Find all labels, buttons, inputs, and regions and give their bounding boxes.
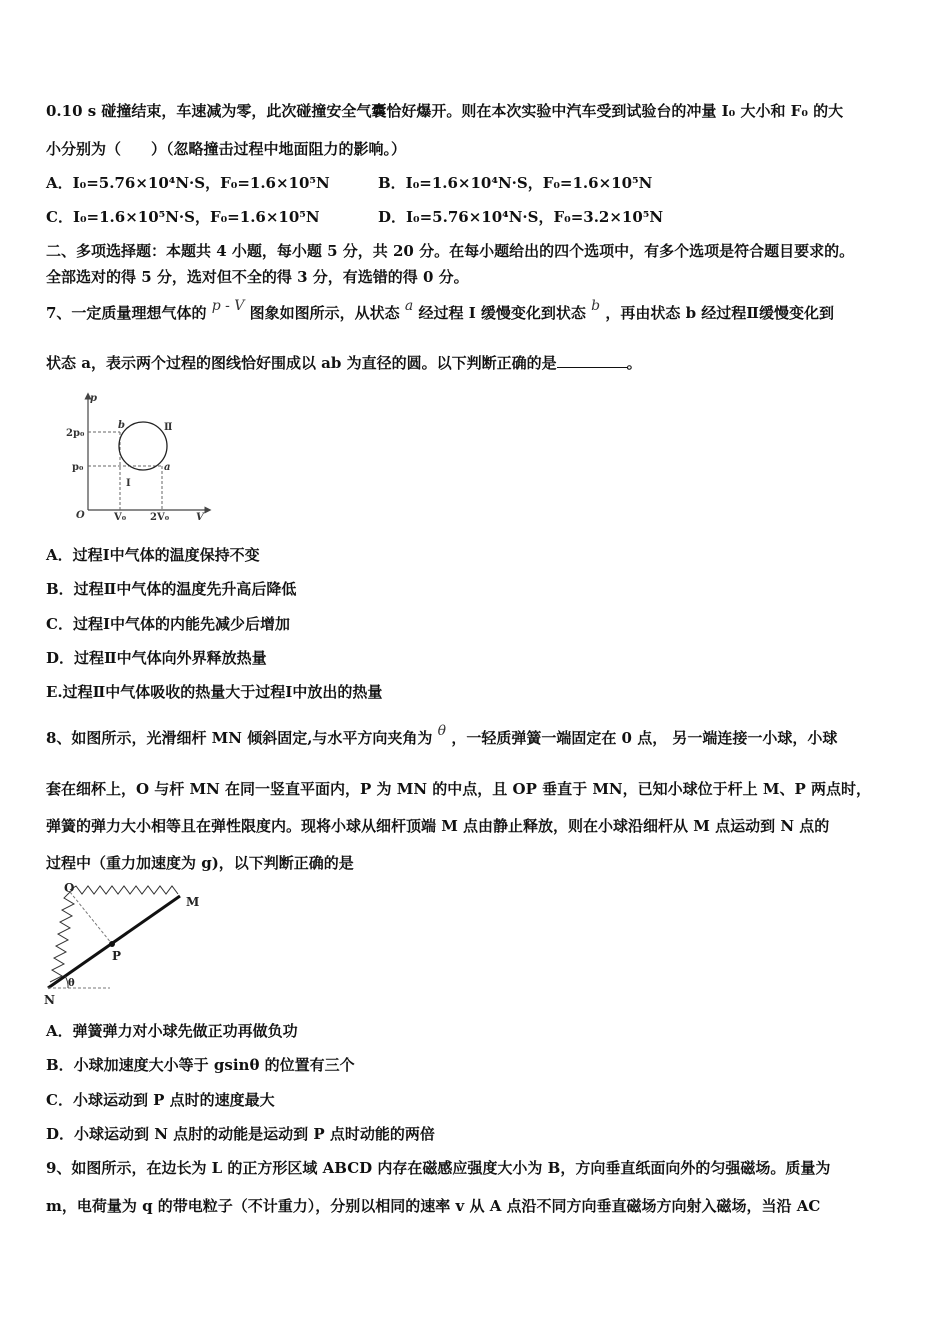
v-axis-label: V (196, 512, 204, 522)
q6-option-d: D．I₀=5.76×10⁴N·S，F₀=3.2×10⁵N (378, 208, 664, 226)
p-axis-label: p (90, 393, 97, 404)
q7-option-d: D．过程Ⅱ中气体向外界释放热量 (46, 649, 267, 667)
q8-stem-line4: 过程中（重力加速度为 g)，以下判断正确的是 (46, 854, 354, 872)
process-circle (119, 422, 167, 470)
q8-text-1: 8、如图所示，光滑细杆 MN 倾斜固定,与水平方向夹角为 (46, 729, 433, 747)
q7-var-a: a (404, 298, 414, 314)
q8-stem-line3: 弹簧的弹力大小相等且在弹性限度内。现将小球从细杆顶端 M 点由静止释放，则在小球沿细杆从 M 点运动到 N 点的 (46, 817, 830, 835)
q7-text-2: 图象如图所示，从状态 (249, 304, 400, 322)
q6-option-c: C．I₀=1.6×10⁵N·S，F₀=1.6×10⁵N (46, 208, 320, 226)
section2-heading-line2: 全部选对的得 5 分，选对但不全的得 3 分，有选错的得 0 分。 (46, 268, 469, 286)
q8-option-b: B．小球加速度大小等于 gsinθ 的位置有三个 (46, 1056, 355, 1074)
point-p (109, 941, 115, 947)
point-a-label: a (164, 462, 171, 473)
spring-left (50, 892, 74, 982)
point-m-label: M (186, 895, 200, 909)
q8-stem-line2: 套在细杯上，O 与杆 MN 在同一竖直平面内，P 为 MN 的中点，且 OP 垂直于 MN，已知小球位于杆上 M、P 两点时， (46, 780, 871, 798)
point-b-label: b (118, 420, 125, 431)
tick-2p0: 2p₀ (66, 428, 85, 439)
q6-stem-line2: 小分别为（ ）（忽略撞击过程中地面阻力的影响。） (46, 140, 407, 158)
q7-text-4: ，再由状态 b 经过程Ⅱ缓慢变化到 (605, 304, 834, 322)
q6-option-b: B．I₀=1.6×10⁴N·S，F₀=1.6×10⁵N (378, 174, 653, 192)
op-perpendicular (70, 892, 112, 944)
origin-label: O (76, 510, 85, 521)
q8-stem-line1 (46, 723, 920, 749)
q8-rod-spring-diagram (40, 880, 210, 1010)
q7-var-pv: p - V (211, 298, 245, 314)
process-2-label: Ⅱ (164, 422, 173, 433)
spring-top (70, 886, 178, 894)
q7-option-c: C．过程Ⅰ中气体的内能先减少后增加 (46, 615, 290, 633)
q7-option-b: B．过程Ⅱ中气体的温度先升高后降低 (46, 580, 297, 598)
q8-var-theta: θ (437, 723, 447, 739)
q7-pv-diagram (62, 392, 212, 522)
angle-theta-label: θ (68, 978, 75, 989)
q7-text-3: 经过程 I 缓慢变化到状态 (418, 304, 586, 322)
tick-v0: V₀ (114, 512, 127, 522)
q8-text-2: ，一轻质弹簧一端固定在 0 点， 另一端连接一小球，小球 (451, 729, 838, 747)
q7-text-1: 7、一定质量理想气体的 (46, 304, 207, 322)
section2-heading-line1: 二、多项选择题：本题共 4 小题，每小题 5 分，共 20 分。在每小题给出的四个选项中，有多个选项是符合题目要求的。 (46, 242, 855, 260)
q8-option-d: D．小球运动到 N 点肘的动能是运动到 P 点时动能的两倍 (46, 1125, 435, 1143)
q7-stem-line1 (46, 298, 920, 324)
q7-option-a: A．过程Ⅰ中气体的温度保持不变 (46, 546, 260, 564)
tick-2v0: 2V₀ (150, 512, 170, 522)
point-o-label: O (64, 881, 75, 895)
q8-option-a: A．弹簧弹力对小球先做正功再做负功 (46, 1022, 298, 1040)
q6-stem-line1: 0.10 s 碰撞结束，车速减为零，此次碰撞安全气囊恰好爆开。则在本次实验中汽车受到试验台的冲量 I₀ 大小和 F₀ 的大 (46, 102, 844, 120)
point-p-label: P (112, 949, 122, 963)
q6-option-a: A．I₀=5.76×10⁴N·S，F₀=1.6×10⁵N (46, 174, 330, 192)
q7-var-b: b (591, 298, 601, 314)
q7-text-5: 状态 a，表示两个过程的图线恰好围成以 ab 为直径的圆。以下判断正确的是 (46, 354, 557, 372)
point-n-label: N (44, 993, 55, 1007)
process-1-label: I (126, 478, 131, 489)
q9-stem-line2: m，电荷量为 q 的带电粒子（不计重力），分别以相同的速率 v 从 A 点沿不同方向垂直磁场方向射入磁场，当沿 AC (46, 1197, 821, 1215)
q7-stem-line2 (46, 353, 920, 373)
q7-option-e: E.过程Ⅱ中气体吸收的热量大于过程Ⅰ中放出的热量 (46, 683, 383, 701)
q7-text-6: 。 (626, 354, 642, 372)
tick-p0: p₀ (72, 462, 84, 473)
q8-option-c: C．小球运动到 P 点时的速度最大 (46, 1091, 275, 1109)
answer-blank (557, 353, 627, 368)
q9-stem-line1: 9、如图所示，在边长为 L 的正方形区域 ABCD 内存在磁感应强度大小为 B，方向垂直纸面向外的匀强磁场。质量为 (46, 1159, 831, 1177)
